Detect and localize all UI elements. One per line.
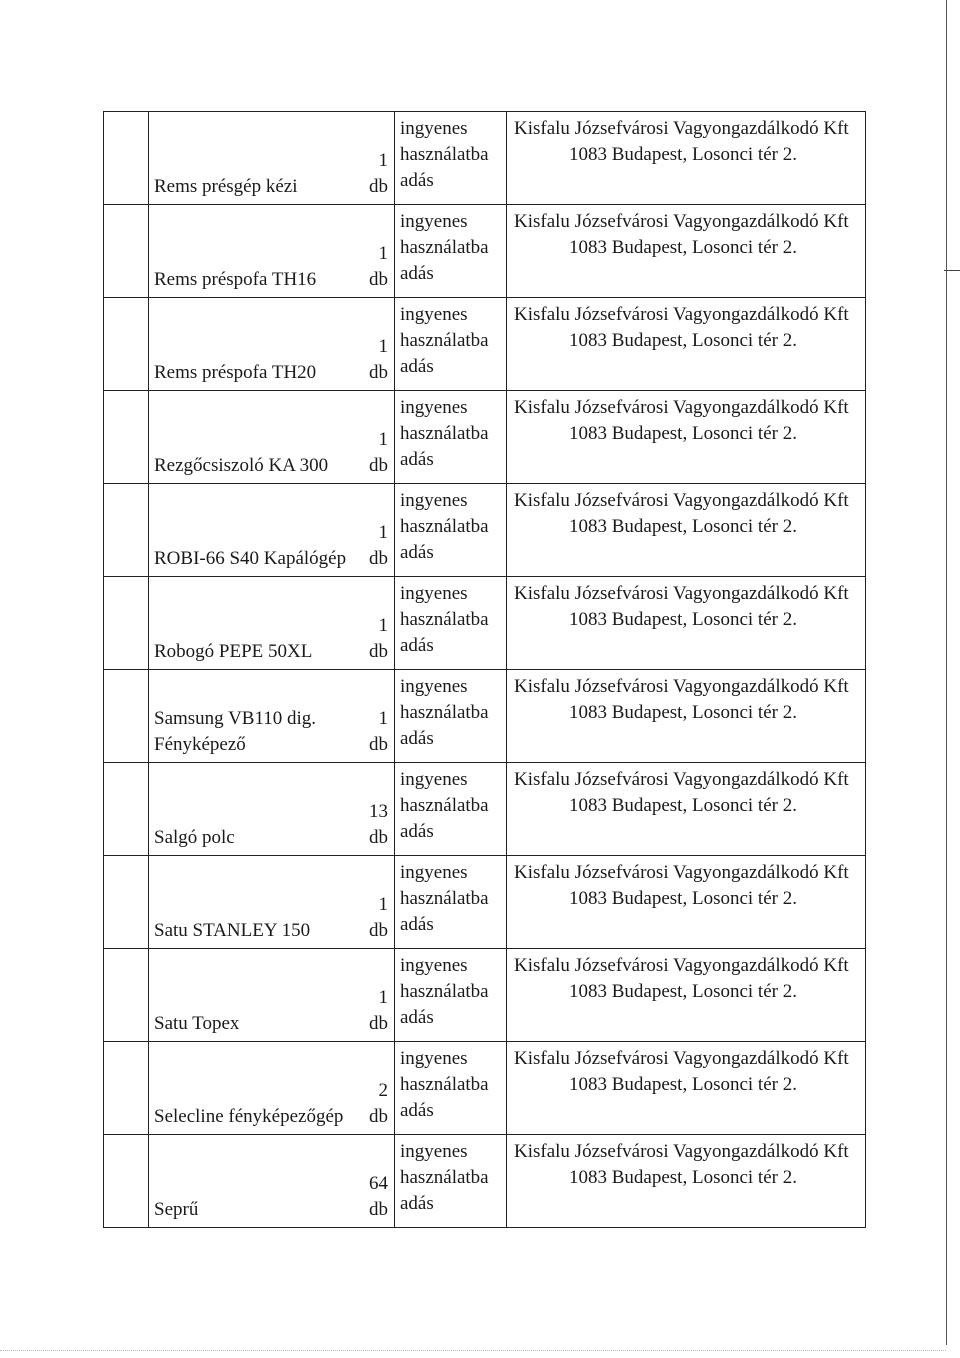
item-name: Rems préspofa TH16 — [154, 269, 317, 290]
index-cell — [104, 205, 149, 298]
item-name: Seprű — [154, 1199, 199, 1220]
usage-type: ingyenes használatba adás — [400, 769, 489, 842]
table-row — [104, 391, 866, 484]
organization-cell — [507, 1135, 866, 1228]
item-cell — [149, 391, 395, 484]
item-name: Robogó PEPE 50XL — [154, 641, 313, 662]
scan-margin-mark — [944, 270, 960, 271]
index-cell — [104, 763, 149, 856]
organization-name: Kisfalu Józsefvárosi Vagyongazdálkodó Kft — [514, 583, 849, 604]
organization-cell — [507, 298, 866, 391]
item-cell — [149, 763, 395, 856]
item-name: Selecline fényképezőgép — [154, 1106, 344, 1127]
item-cell — [149, 670, 395, 763]
organization-cell — [507, 949, 866, 1042]
organization-name: Kisfalu Józsefvárosi Vagyongazdálkodó Kft — [514, 304, 849, 325]
item-quantity: 1 db — [369, 615, 388, 662]
organization-cell — [507, 391, 866, 484]
index-cell — [104, 391, 149, 484]
table-row — [104, 763, 866, 856]
asset-table-body — [104, 112, 866, 1228]
organization-cell — [507, 670, 866, 763]
scan-page-edge — [946, 0, 947, 1345]
item-name: Rezgőcsiszoló KA 300 — [154, 455, 329, 476]
table-row — [104, 484, 866, 577]
item-quantity: 2 db — [369, 1080, 388, 1127]
organization-cell — [507, 856, 866, 949]
item-cell — [149, 1042, 395, 1135]
table-row — [104, 949, 866, 1042]
item-cell — [149, 1135, 395, 1228]
item-cell — [149, 298, 395, 391]
item-quantity: 1 db — [369, 429, 388, 476]
organization-address: 1083 Budapest, Losonci tér 2. — [569, 702, 797, 723]
usage-type: ingyenes használatba adás — [400, 490, 489, 563]
index-cell — [104, 670, 149, 763]
table-row — [104, 856, 866, 949]
usage-type-cell — [395, 391, 507, 484]
organization-address: 1083 Budapest, Losonci tér 2. — [569, 237, 797, 258]
usage-type-cell — [395, 205, 507, 298]
organization-name: Kisfalu Józsefvárosi Vagyongazdálkodó Kft — [514, 397, 849, 418]
item-quantity: 1 db — [369, 522, 388, 569]
usage-type-cell — [395, 577, 507, 670]
item-quantity: 1 db — [369, 708, 388, 755]
scan-bottom-edge — [0, 1350, 946, 1351]
organization-name: Kisfalu Józsefvárosi Vagyongazdálkodó Kft — [514, 1141, 849, 1162]
organization-address: 1083 Budapest, Losonci tér 2. — [569, 888, 797, 909]
usage-type-cell — [395, 298, 507, 391]
usage-type-cell — [395, 1042, 507, 1135]
usage-type: ingyenes használatba adás — [400, 862, 489, 935]
organization-address: 1083 Budapest, Losonci tér 2. — [569, 516, 797, 537]
item-cell — [149, 205, 395, 298]
asset-table — [103, 111, 866, 1228]
usage-type: ingyenes használatba adás — [400, 397, 489, 470]
item-cell — [149, 112, 395, 205]
usage-type-cell — [395, 484, 507, 577]
item-quantity: 1 db — [369, 150, 388, 197]
table-row — [104, 298, 866, 391]
item-name: ROBI-66 S40 Kapálógép — [154, 548, 347, 569]
usage-type-cell — [395, 1135, 507, 1228]
usage-type: ingyenes használatba adás — [400, 1048, 489, 1121]
usage-type: ingyenes használatba adás — [400, 118, 489, 191]
table-row — [104, 112, 866, 205]
usage-type-cell — [395, 949, 507, 1042]
organization-address: 1083 Budapest, Losonci tér 2. — [569, 330, 797, 351]
index-cell — [104, 856, 149, 949]
organization-cell — [507, 484, 866, 577]
organization-address: 1083 Budapest, Losonci tér 2. — [569, 795, 797, 816]
item-name: Rems présgép kézi — [154, 176, 298, 197]
usage-type: ingyenes használatba adás — [400, 304, 489, 377]
organization-name: Kisfalu Józsefvárosi Vagyongazdálkodó Kft — [514, 118, 849, 139]
usage-type: ingyenes használatba adás — [400, 1141, 489, 1214]
organization-name: Kisfalu Józsefvárosi Vagyongazdálkodó Kft — [514, 769, 849, 790]
organization-name: Kisfalu Józsefvárosi Vagyongazdálkodó Kft — [514, 955, 849, 976]
table-row — [104, 1135, 866, 1228]
item-name: Rems préspofa TH20 — [154, 362, 317, 383]
index-cell — [104, 949, 149, 1042]
index-cell — [104, 577, 149, 670]
organization-address: 1083 Budapest, Losonci tér 2. — [569, 1074, 797, 1095]
organization-address: 1083 Budapest, Losonci tér 2. — [569, 609, 797, 630]
index-cell — [104, 112, 149, 205]
item-name: Satu Topex — [154, 1013, 240, 1034]
usage-type-cell — [395, 112, 507, 205]
usage-type-cell — [395, 670, 507, 763]
item-quantity: 64 db — [369, 1173, 388, 1220]
index-cell — [104, 1042, 149, 1135]
organization-cell — [507, 112, 866, 205]
organization-cell — [507, 1042, 866, 1135]
index-cell — [104, 484, 149, 577]
usage-type: ingyenes használatba adás — [400, 211, 489, 284]
item-name: Satu STANLEY 150 — [154, 920, 311, 941]
organization-name: Kisfalu Józsefvárosi Vagyongazdálkodó Kft — [514, 490, 849, 511]
index-cell — [104, 298, 149, 391]
item-cell — [149, 856, 395, 949]
organization-address: 1083 Budapest, Losonci tér 2. — [569, 1167, 797, 1188]
organization-cell — [507, 577, 866, 670]
table-row — [104, 577, 866, 670]
organization-address: 1083 Budapest, Losonci tér 2. — [569, 423, 797, 444]
organization-name: Kisfalu Józsefvárosi Vagyongazdálkodó Kft — [514, 862, 849, 883]
item-quantity: 1 db — [369, 336, 388, 383]
organization-name: Kisfalu Józsefvárosi Vagyongazdálkodó Kft — [514, 1048, 849, 1069]
item-cell — [149, 577, 395, 670]
organization-cell — [507, 205, 866, 298]
item-name: Samsung VB110 dig. Fényképező — [154, 708, 317, 755]
usage-type-cell — [395, 856, 507, 949]
item-quantity: 1 db — [369, 894, 388, 941]
organization-cell — [507, 763, 866, 856]
item-quantity: 1 db — [369, 243, 388, 290]
usage-type-cell — [395, 763, 507, 856]
usage-type: ingyenes használatba adás — [400, 583, 489, 656]
item-quantity: 13 db — [369, 801, 388, 848]
item-cell — [149, 949, 395, 1042]
table-row — [104, 205, 866, 298]
index-cell — [104, 1135, 149, 1228]
item-cell — [149, 484, 395, 577]
usage-type: ingyenes használatba adás — [400, 676, 489, 749]
organization-address: 1083 Budapest, Losonci tér 2. — [569, 981, 797, 1002]
organization-name: Kisfalu Józsefvárosi Vagyongazdálkodó Kft — [514, 211, 849, 232]
table-row — [104, 1042, 866, 1135]
organization-name: Kisfalu Józsefvárosi Vagyongazdálkodó Kft — [514, 676, 849, 697]
item-name: Salgó polc — [154, 827, 235, 848]
usage-type: ingyenes használatba adás — [400, 955, 489, 1028]
table-row — [104, 670, 866, 763]
organization-address: 1083 Budapest, Losonci tér 2. — [569, 144, 797, 165]
item-quantity: 1 db — [369, 987, 388, 1034]
